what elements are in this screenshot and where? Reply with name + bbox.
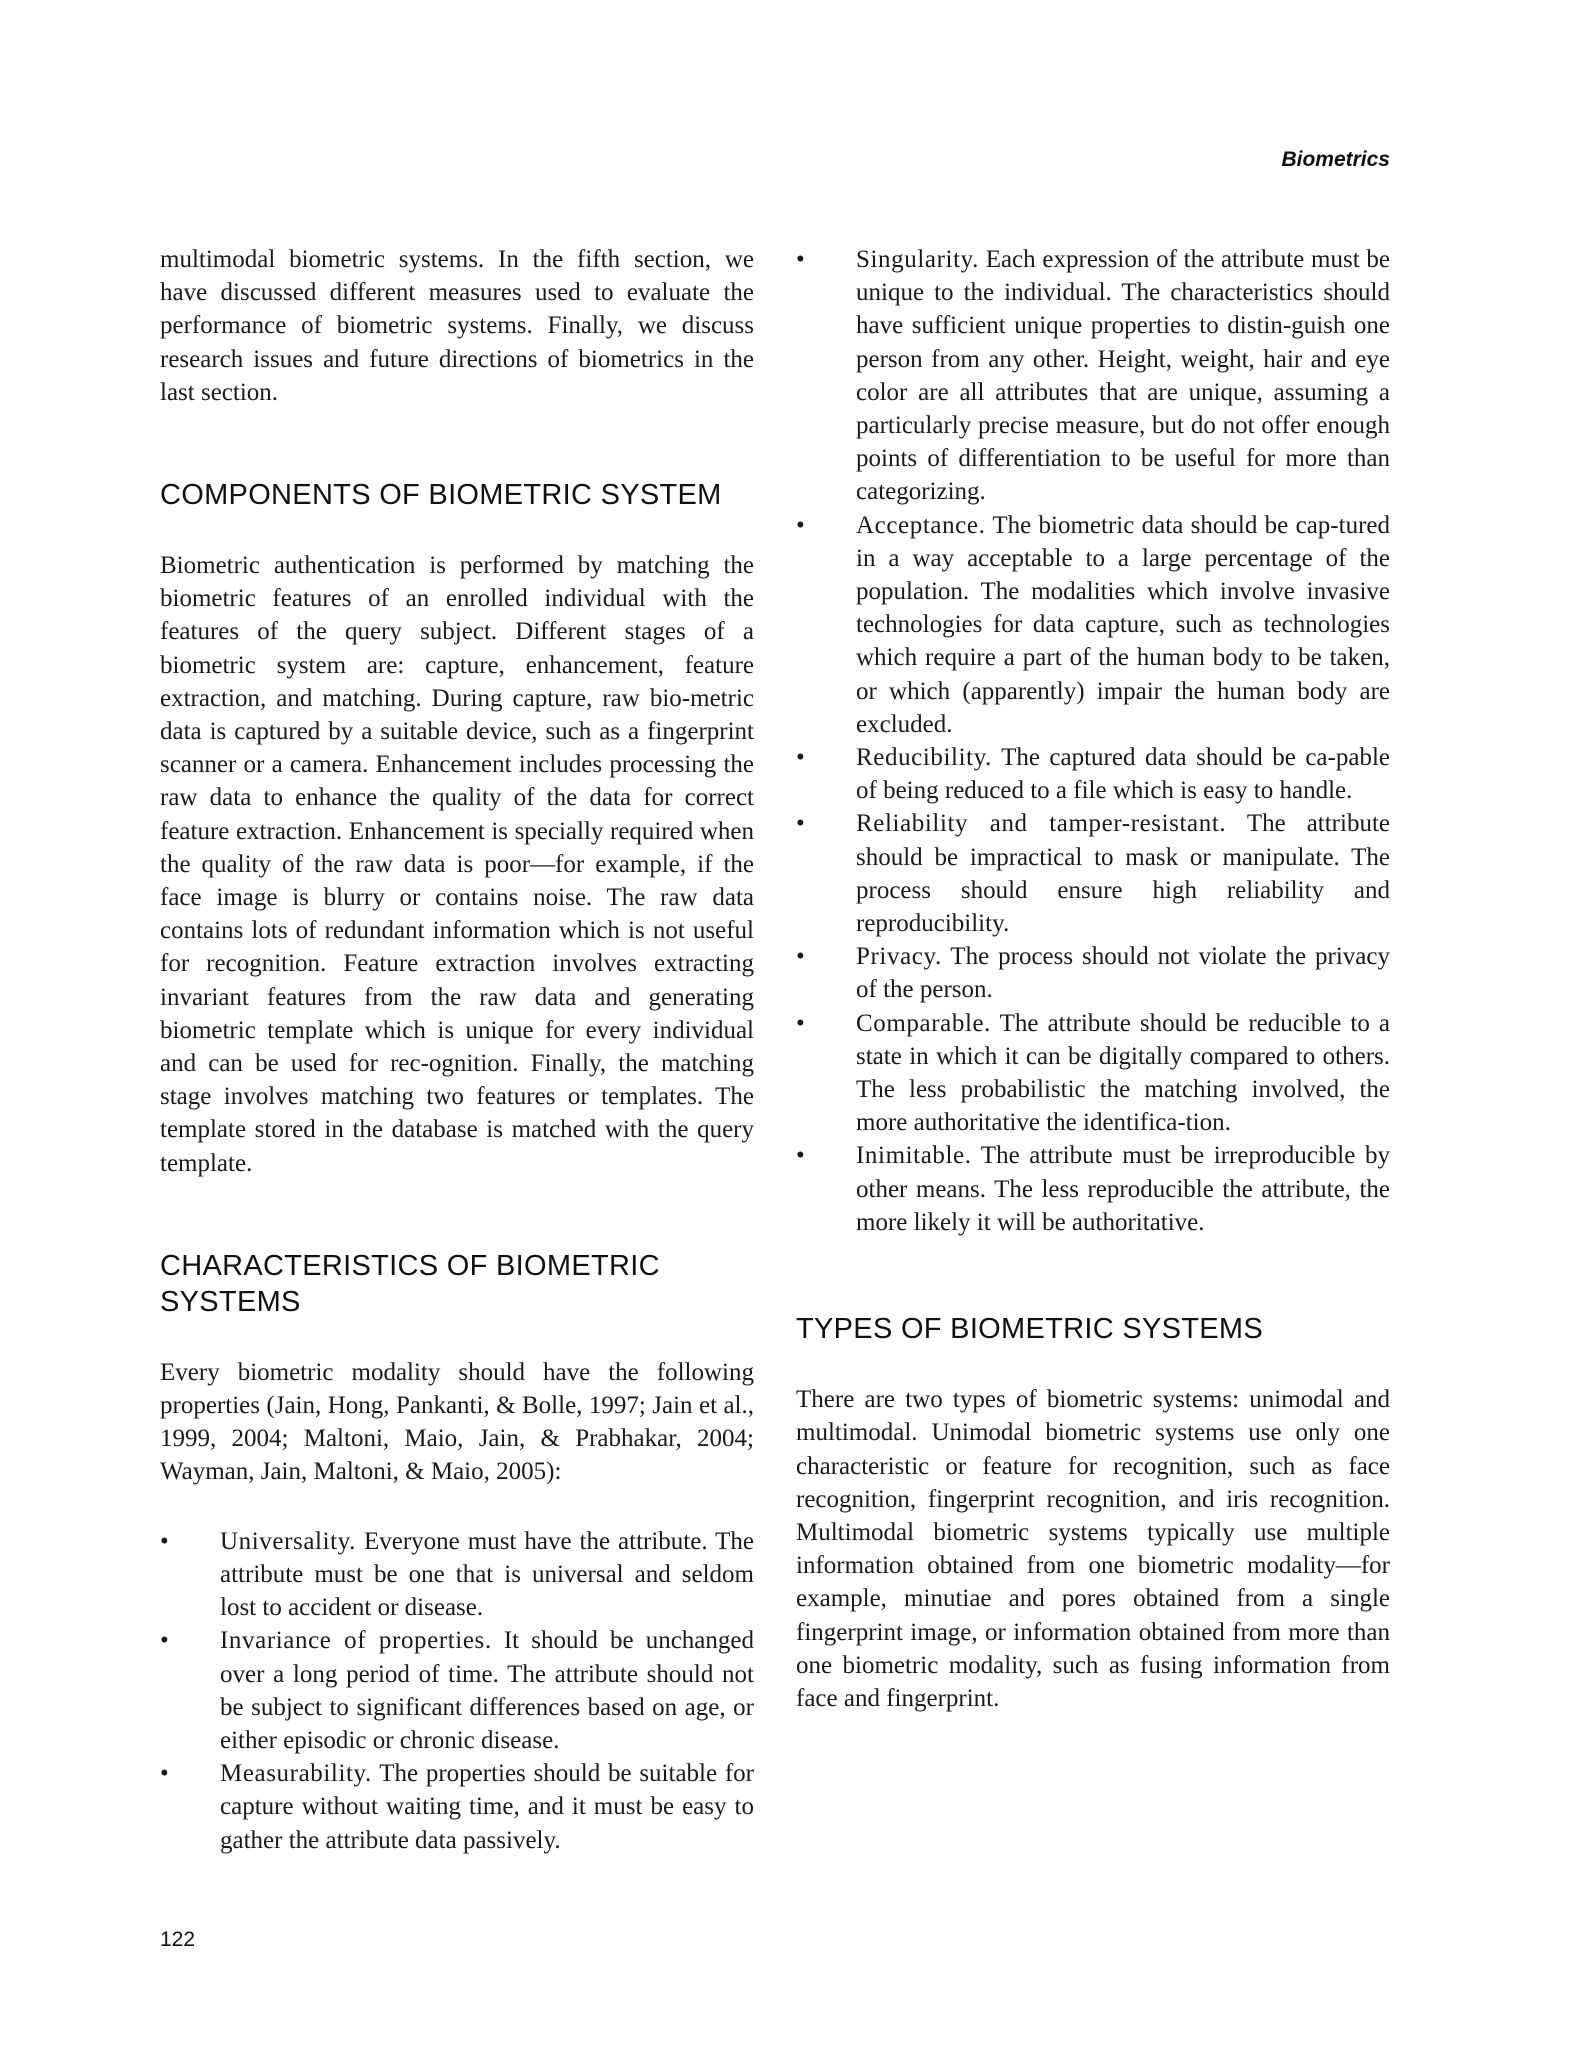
bullet-mark: • <box>160 1527 169 1555</box>
characteristics-heading <box>160 1248 754 1320</box>
bullet-term: Singularity. <box>856 246 979 273</box>
bullet-text: Each expression of the attribute must be unique to the individual. The characteristics should have sufficient unique properties to distin-guish one person from any other. Height, weight, hair and eye color are all attributes that are unique, assuming a particularly precise measure, but do not offer enough points of differentiation to be useful for more than categorizing. <box>856 246 1390 506</box>
bullet-term: Inimitable. <box>856 1142 972 1170</box>
bullet-term: Comparable. <box>856 1009 992 1037</box>
bullet-invariance <box>160 1624 754 1757</box>
bullet-mark: • <box>160 1627 169 1655</box>
bullet-text: Everyone must have the attribute. The attribute must be one that is universal and seldom lost to accident or disease. <box>220 1527 754 1622</box>
types-paragraph: There are two types of biometric systems: unimodal and multimodal. Unimodal biometric systems use only one characteristic or feature for recognition, such as face recognition, fingerprint recognition, and iris recognition. Multimodal biometric systems typically use multiple information obtained from one biometric modality—for example, minutiae and pores obtained from a single fingerprint image, or information obtained from more than one biometric modality, such as fusing information from face and fingerprint. <box>796 1386 1390 1712</box>
bullet-text: The attribute should be impractical to mask or manipulate. The process should ensure high reliability and reproducibility. <box>856 810 1390 938</box>
bullet-text: The process should not violate the privacy of the person. <box>856 943 1390 1004</box>
components-paragraph: Biometric authentication is performed by matching the biometric features of an enrolled individual with the features of the query subject. Different stages of a biometric system are: capture, enhancement, feature extraction, and matching. During capture, raw bio-metric data is captured by a suitable device, such as a fingerprint scanner or a camera. Enhancement includes processing the raw data to enhance the quality of the data for correct feature extraction. Enhancement is specially required when the quality of the raw data is poor—for example, if the face image is blurry or contains noise. The raw data contains lots of redundant information which is not useful for recognition. Feature extraction involves extracting invariant features from the raw data and generating biometric template which is unique for every individual and can be used for rec-ognition. Finally, the matching stage involves matching two features or templates. The template stored in the database is matched with the query template. <box>160 552 754 1177</box>
intro-paragraph: multimodal biometric systems. In the fifth section, we have discussed different measures used to evaluate the performance of biometric systems. Finally, we discuss research issues and future directions of biometrics in the last section. <box>160 246 754 406</box>
bullet-privacy <box>796 940 1390 1006</box>
right-column <box>796 243 1390 1715</box>
bullet-term: Acceptance. <box>856 511 986 539</box>
bullet-comparable <box>796 1007 1390 1140</box>
bullet-text: The biometric data should be cap-tured in a way acceptable to a large percentage of the population. The modalities which involve invasive technologies for data capture, such as technologies which require a part of the human body to be taken, or which (apparently) impair the human body are excluded. <box>856 511 1390 738</box>
bullet-term: Privacy. <box>856 943 942 971</box>
bullet-mark: • <box>796 1009 805 1037</box>
bullet-mark: • <box>796 744 805 772</box>
bullet-reducibility <box>796 741 1390 807</box>
bullet-mark: • <box>796 943 805 971</box>
bullet-mark: • <box>160 1760 169 1788</box>
bullet-acceptance <box>796 509 1390 741</box>
bullet-text: The attribute must be irreproducible by other means. The less reproducible the attribute, the more likely it will be authoritative. <box>856 1142 1390 1236</box>
bullet-text: It should be unchanged over a long period of time. The attribute should not be subject to significant differences based on age, or either episodic or chronic disease. <box>220 1627 754 1754</box>
bullet-singularity <box>796 243 1390 509</box>
properties-bullet-list <box>796 243 1390 1239</box>
bullet-text: The attribute should be reducible to a state in which it can be digitally compared to others. The less probabilistic the matching involved, the more authoritative the identifica-tion. <box>856 1009 1390 1137</box>
bullet-term: Reducibility. <box>856 744 993 772</box>
bullet-mark: • <box>796 810 805 838</box>
page-number: 122 <box>160 1928 196 1951</box>
types-heading: TYPES OF BIOMETRIC SYSTEMS <box>796 1313 1264 1346</box>
bullet-term: Measurability. <box>220 1760 372 1788</box>
characteristics-bullet-list <box>160 1525 754 1857</box>
characteristics-heading-line2: SYSTEMS <box>160 1285 301 1318</box>
bullet-inimitable <box>796 1139 1390 1239</box>
bullet-term: Reliability and tamper-resistant. <box>856 810 1227 838</box>
bullet-reliability <box>796 807 1390 940</box>
left-column <box>160 243 754 1857</box>
bullet-text: The properties should be suitable for capture without waiting time, and it must be easy to gather the attribute data passively. <box>220 1760 754 1854</box>
bullet-text: The captured data should be ca-pable of being reduced to a file which is easy to handle. <box>856 744 1390 805</box>
components-heading: COMPONENTS OF BIOMETRIC SYSTEM <box>160 479 722 512</box>
characteristics-heading-line1: CHARACTERISTICS OF BIOMETRIC <box>160 1249 660 1282</box>
running-title: Biometrics <box>1281 148 1390 171</box>
characteristics-paragraph: Every biometric modality should have the following properties (Jain, Hong, Pankanti, & Bolle, 1997; Jain et al., 1999, 2004; Maltoni, Maio, Jain, & Prabhakar, 2004; Wayman, Jain, Maltoni, & Maio, 2005): <box>160 1358 754 1486</box>
bullet-term: Invariance of properties. <box>220 1627 492 1655</box>
bullet-universality <box>160 1525 754 1625</box>
bullet-mark: • <box>796 511 805 539</box>
bullet-mark: • <box>796 1142 805 1170</box>
bullet-mark: • <box>796 246 805 273</box>
bullet-term: Universality. <box>220 1527 357 1555</box>
bullet-measurability <box>160 1757 754 1857</box>
